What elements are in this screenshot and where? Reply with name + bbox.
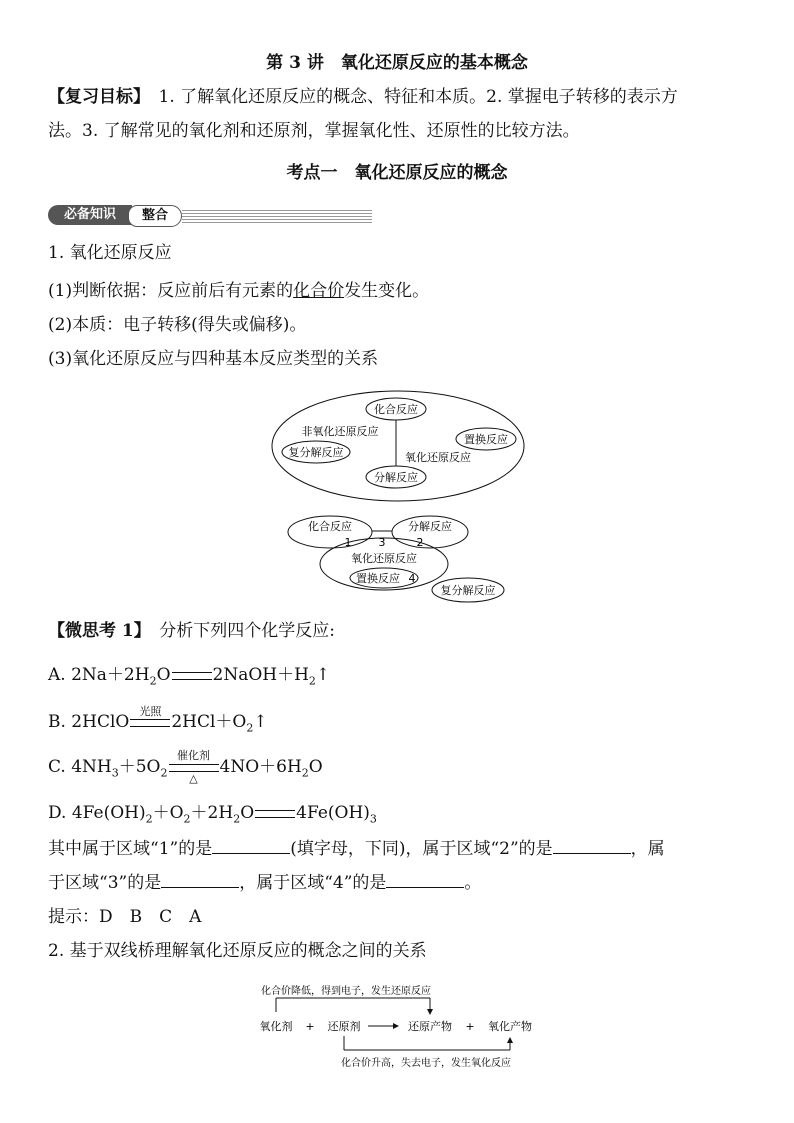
d2-redox: 氧化还原反应 xyxy=(351,552,417,565)
d3-reduction-product: 还原产物 xyxy=(408,1020,452,1033)
rd-sub2: 2 xyxy=(183,812,191,826)
rd-sub3: 2 xyxy=(233,812,241,826)
q-text5: ，属于区域“4”的是 xyxy=(239,873,387,893)
rc-condition-bottom: △ xyxy=(189,771,198,785)
rc-rhs: 4NO＋6H xyxy=(219,757,302,777)
ra-rhs: 2NaOH＋H xyxy=(212,665,309,685)
ra-sub1: 2 xyxy=(149,674,157,688)
d3-reductant: 还原剂 xyxy=(327,1020,361,1033)
d2-n3: 3 xyxy=(378,536,386,549)
rc-equals xyxy=(169,748,219,785)
d1-replacement: 置换反应 xyxy=(464,433,508,446)
answer-blank-2[interactable] xyxy=(553,837,631,854)
rd-mid3: O xyxy=(240,803,255,823)
rb-condition: 光照 xyxy=(139,704,162,718)
page-title: 第 3 讲 氧化还原反应的基本概念 xyxy=(266,53,528,73)
banner-part2: 整合 xyxy=(128,205,182,227)
rd-mid: ＋O xyxy=(152,803,184,823)
think-block xyxy=(48,614,335,648)
item1-heading: 1. 氧化还原反应 xyxy=(48,243,172,263)
d1-double-decomp: 复分解反应 xyxy=(288,446,344,459)
item2-heading: 2. 基于双线桥理解氧化还原反应的概念之间的关系 xyxy=(48,941,427,961)
ra-label: A. 2Na＋2H xyxy=(48,665,150,685)
rc-sub3: 2 xyxy=(301,766,309,780)
rc-label: C. 4NH xyxy=(48,757,112,777)
d3-top-text: 化合价降低，得到电子，发生还原反应 xyxy=(261,986,431,997)
d3-plus2: + xyxy=(465,1020,475,1033)
reaction-a xyxy=(48,660,330,687)
d2-decomposition: 分解反应 xyxy=(408,520,452,533)
rb-gas-arrow: ↑ xyxy=(253,712,268,732)
d2-combination: 化合反应 xyxy=(308,520,352,533)
section-title: 考点一 氧化还原反应的概念 xyxy=(286,163,508,183)
item1-p1-post: 发生变化。 xyxy=(344,281,430,301)
rd-mid2: ＋2H xyxy=(190,803,234,823)
q-text4: 于区域“3”的是 xyxy=(48,873,162,893)
diagram-redox-venn xyxy=(268,388,528,504)
rc-sub1: 3 xyxy=(111,766,119,780)
ra-equals xyxy=(172,672,212,680)
rc-sub2: 2 xyxy=(160,766,168,780)
rd-label: D. 4Fe(OH) xyxy=(48,803,146,823)
d1-non-redox: 非氧化还原反应 xyxy=(301,425,379,438)
rb-sub: 2 xyxy=(246,721,254,735)
d2-replacement: 置换反应 xyxy=(356,572,400,585)
think-text: 分析下列四个化学反应: xyxy=(159,621,335,641)
review-label: 【复习目标】 xyxy=(48,87,142,107)
rb-equals xyxy=(130,704,170,727)
d3-bottom-text: 化合价升高，失去电子，发生氧化反应 xyxy=(341,1058,511,1069)
reaction-c xyxy=(48,748,323,785)
ra-gas-arrow: ↑ xyxy=(315,665,331,685)
hint: 提示：D B C A xyxy=(48,907,202,927)
item1 xyxy=(48,236,758,376)
q-text3: ，属 xyxy=(630,839,665,859)
rc-rhs-end: O xyxy=(308,757,323,777)
d3-plus1: + xyxy=(305,1020,315,1033)
review-goals xyxy=(48,80,758,148)
rd-sub4: 3 xyxy=(369,812,377,826)
item1-p1-underline: 化合价 xyxy=(293,281,345,301)
think-label: 【微思考 1】 xyxy=(48,621,143,641)
d1-redox: 氧化还原反应 xyxy=(405,451,471,464)
answer-blank-4[interactable] xyxy=(386,871,464,888)
reaction-b xyxy=(48,704,268,735)
d2-n2: 2 xyxy=(416,536,424,549)
diagram-overlap xyxy=(286,514,510,606)
d3-oxidant: 氧化剂 xyxy=(259,1020,293,1033)
rd-rhs: 4Fe(OH) xyxy=(296,803,370,823)
d1-decomposition: 分解反应 xyxy=(374,471,418,484)
rb-rhs: 2HCl＋O xyxy=(171,712,247,732)
ra-mid: O xyxy=(156,665,171,685)
q-text2: (填字母，下同)，属于区域“2”的是 xyxy=(290,839,553,859)
knowledge-banner xyxy=(48,205,372,227)
banner-part1: 必备知识 xyxy=(48,205,132,225)
diagram-double-bridge xyxy=(240,980,550,1072)
q-text1: 其中属于区域“1”的是 xyxy=(48,839,213,859)
ra-sub2: 2 xyxy=(308,674,316,688)
rd-equals xyxy=(255,810,295,818)
item1-p2: (2)本质：电子转移(得失或偏移)。 xyxy=(48,315,307,335)
q-text6: 。 xyxy=(464,873,482,893)
d3-oxidation-product: 氧化产物 xyxy=(488,1020,532,1033)
rd-sub1: 2 xyxy=(145,812,153,826)
review-line2: 法。3. 了解常见的氧化剂和还原剂，掌握氧化性、还原性的比较方法。 xyxy=(48,121,580,141)
d2-double-decomp: 复分解反应 xyxy=(440,584,496,597)
review-line1: 1. 了解氧化还原反应的概念、特征和本质。2. 掌握电子转移的表示方 xyxy=(158,87,678,107)
answer-blank-3[interactable] xyxy=(161,871,239,888)
rc-condition-top: 催化剂 xyxy=(177,748,210,762)
question-block xyxy=(48,832,758,968)
d1-combination: 化合反应 xyxy=(374,403,418,416)
rb-label: B. 2HClO xyxy=(48,712,130,732)
d2-n4: 4 xyxy=(408,572,416,585)
item1-p1-pre: (1)判断依据：反应前后有元素的 xyxy=(48,281,294,301)
d2-n1: 1 xyxy=(344,536,352,549)
reaction-d xyxy=(48,798,377,825)
item1-p3: (3)氧化还原反应与四种基本反应类型的关系 xyxy=(48,349,379,369)
rc-mid: ＋5O xyxy=(118,757,161,777)
banner-stripes xyxy=(182,210,372,224)
answer-blank-1[interactable] xyxy=(212,837,290,854)
